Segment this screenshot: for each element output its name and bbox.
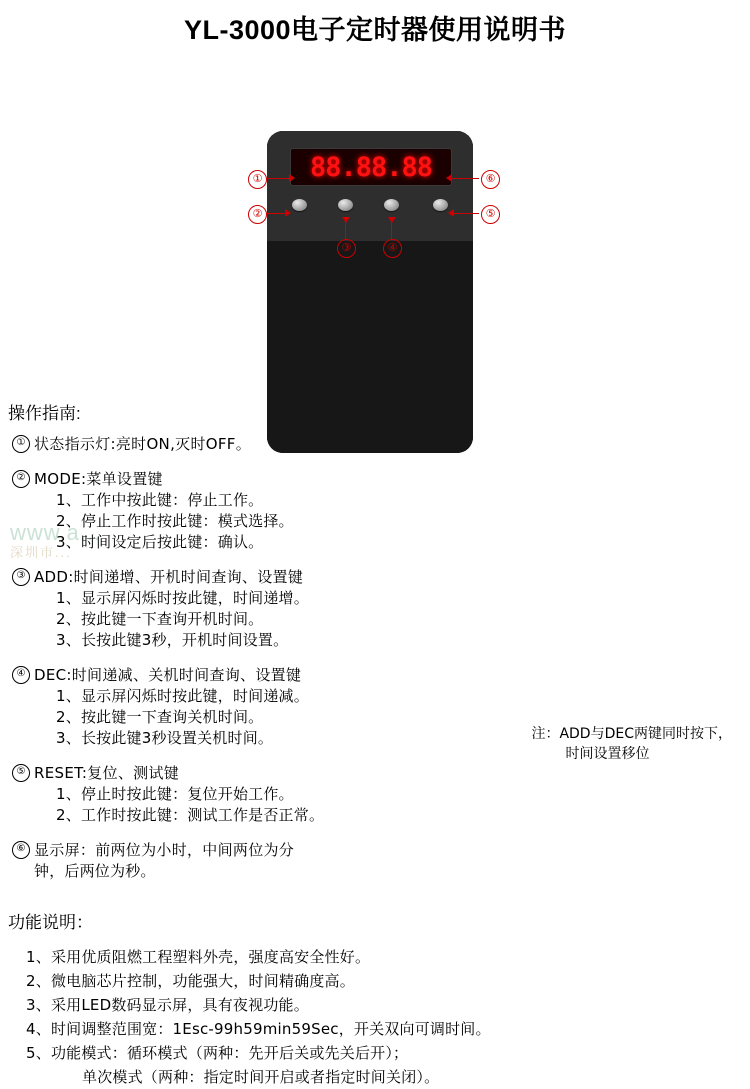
callout-6: ⑥: [481, 170, 500, 189]
guide-item-4-line-2: 2、按此键一下查询关机时间。: [56, 708, 264, 726]
guide-item-4-number: ④: [12, 666, 30, 684]
device-button-add[interactable]: [338, 199, 353, 211]
callout-5: ⑤: [481, 205, 500, 224]
guide-item-4-line-3: 3、长按此键3秒设置关机时间。: [56, 729, 274, 747]
guide-item-3-number: ③: [12, 568, 30, 586]
guide-item-3: [0, 567, 750, 651]
callout-2: ②: [248, 205, 267, 224]
guide-item-4-line-1: 1、显示屏闪烁时按此键，时间递减。: [56, 687, 309, 705]
page-title: YL-3000电子定时器使用说明书: [183, 15, 567, 45]
device-button-row: [290, 197, 450, 217]
operation-guide-section: [0, 399, 750, 882]
side-note-line1: 注：ADD与DEC两键同时按下，: [531, 726, 732, 742]
device-button-dec[interactable]: [384, 199, 399, 211]
device-display: [290, 148, 452, 186]
callout-3: ③: [337, 239, 356, 258]
callout-3-arrow: [342, 217, 350, 223]
guide-item-5: [0, 763, 750, 826]
watermark-line1: www.a...: [10, 520, 102, 545]
callout-4: ④: [383, 239, 402, 258]
guide-item-5-line-1: 1、停止时按此键：复位开始工作。: [56, 785, 294, 803]
callout-5-leader: [454, 213, 479, 214]
guide-item-5-number: ⑤: [12, 764, 30, 782]
callout-6-arrow: [446, 174, 452, 182]
guide-item-5-line-2: 2、工作时按此键：测试工作是否正常。: [56, 806, 325, 824]
guide-item-6: [0, 840, 750, 882]
device-button-mode[interactable]: [292, 199, 307, 211]
function-list: [0, 945, 750, 1089]
guide-item-2-number: ②: [12, 470, 30, 488]
function-item-5-continuation: 单次模式（两种：指定时间开启或者指定时间关闭）。: [82, 1068, 440, 1086]
guide-item-6-title: 显示屏：前两位为小时，中间两位为分: [34, 841, 295, 859]
function-item-2: 2、微电脑芯片控制，功能强大，时间精确度高。: [26, 972, 355, 990]
guide-item-6-number: ⑥: [12, 841, 30, 859]
display-value: 88.88.88: [309, 151, 433, 183]
guide-item-3-line-2: 2、按此键一下查询开机时间。: [56, 610, 264, 628]
function-item-3: 3、采用LED数码显示屏，具有夜视功能。: [26, 996, 309, 1014]
guide-item-1: [0, 434, 750, 455]
callout-6-leader: [452, 178, 479, 179]
callout-1: ①: [248, 170, 267, 189]
guide-item-2-line-2: 2、停止工作时按此键：模式选择。: [56, 512, 294, 530]
guide-item-2-title: MODE:菜单设置键: [34, 470, 163, 488]
function-heading: 功能说明：: [8, 913, 93, 932]
callout-5-arrow: [448, 209, 454, 217]
guide-item-2-line-1: 1、工作中按此键：停止工作。: [56, 491, 264, 509]
guide-item-1-number: ①: [12, 435, 30, 453]
callout-1-arrow: [289, 174, 295, 182]
function-item-1: 1、采用优质阻燃工程塑料外壳，强度高安全性好。: [26, 948, 371, 966]
guide-item-3-line-3: 3、长按此键3秒，开机时间设置。: [56, 631, 289, 649]
guide-item-3-line-1: 1、显示屏闪烁时按此键，时间递增。: [56, 589, 309, 607]
guide-item-3-title: ADD:时间递增、开机时间查询、设置键: [34, 568, 304, 586]
device-button-reset[interactable]: [433, 199, 448, 211]
guide-item-4-title: DEC:时间递减、关机时间查询、设置键: [34, 666, 302, 684]
function-item-4: 4、时间调整范围宽：1Esc-99h59min59Sec，开关双向可调时间。: [26, 1020, 491, 1038]
guide-item-2-line-3: 3、时间设定后按此键：确认。: [56, 533, 264, 551]
device-faceplate: [267, 131, 473, 241]
guide-item-1-title: 状态指示灯:亮时ON,灭时OFF。: [34, 435, 252, 453]
side-note: [531, 724, 732, 764]
guide-item-5-title: RESET:复位、测试键: [34, 764, 180, 782]
guide-item-2: [0, 469, 750, 553]
operation-guide-heading: 操作指南:: [8, 404, 81, 423]
function-item-5: 5、功能模式：循环模式（两种：先开后关或先关后开）；: [26, 1044, 409, 1062]
callout-4-arrow: [388, 217, 396, 223]
side-note-line2: 时间设置移位: [565, 746, 650, 762]
callout-2-arrow: [285, 209, 291, 217]
guide-item-6-line-1: 钟，后两位为秒。: [34, 862, 156, 880]
watermark-line2: 深圳市...: [10, 545, 72, 560]
device-illustration: [0, 59, 750, 399]
